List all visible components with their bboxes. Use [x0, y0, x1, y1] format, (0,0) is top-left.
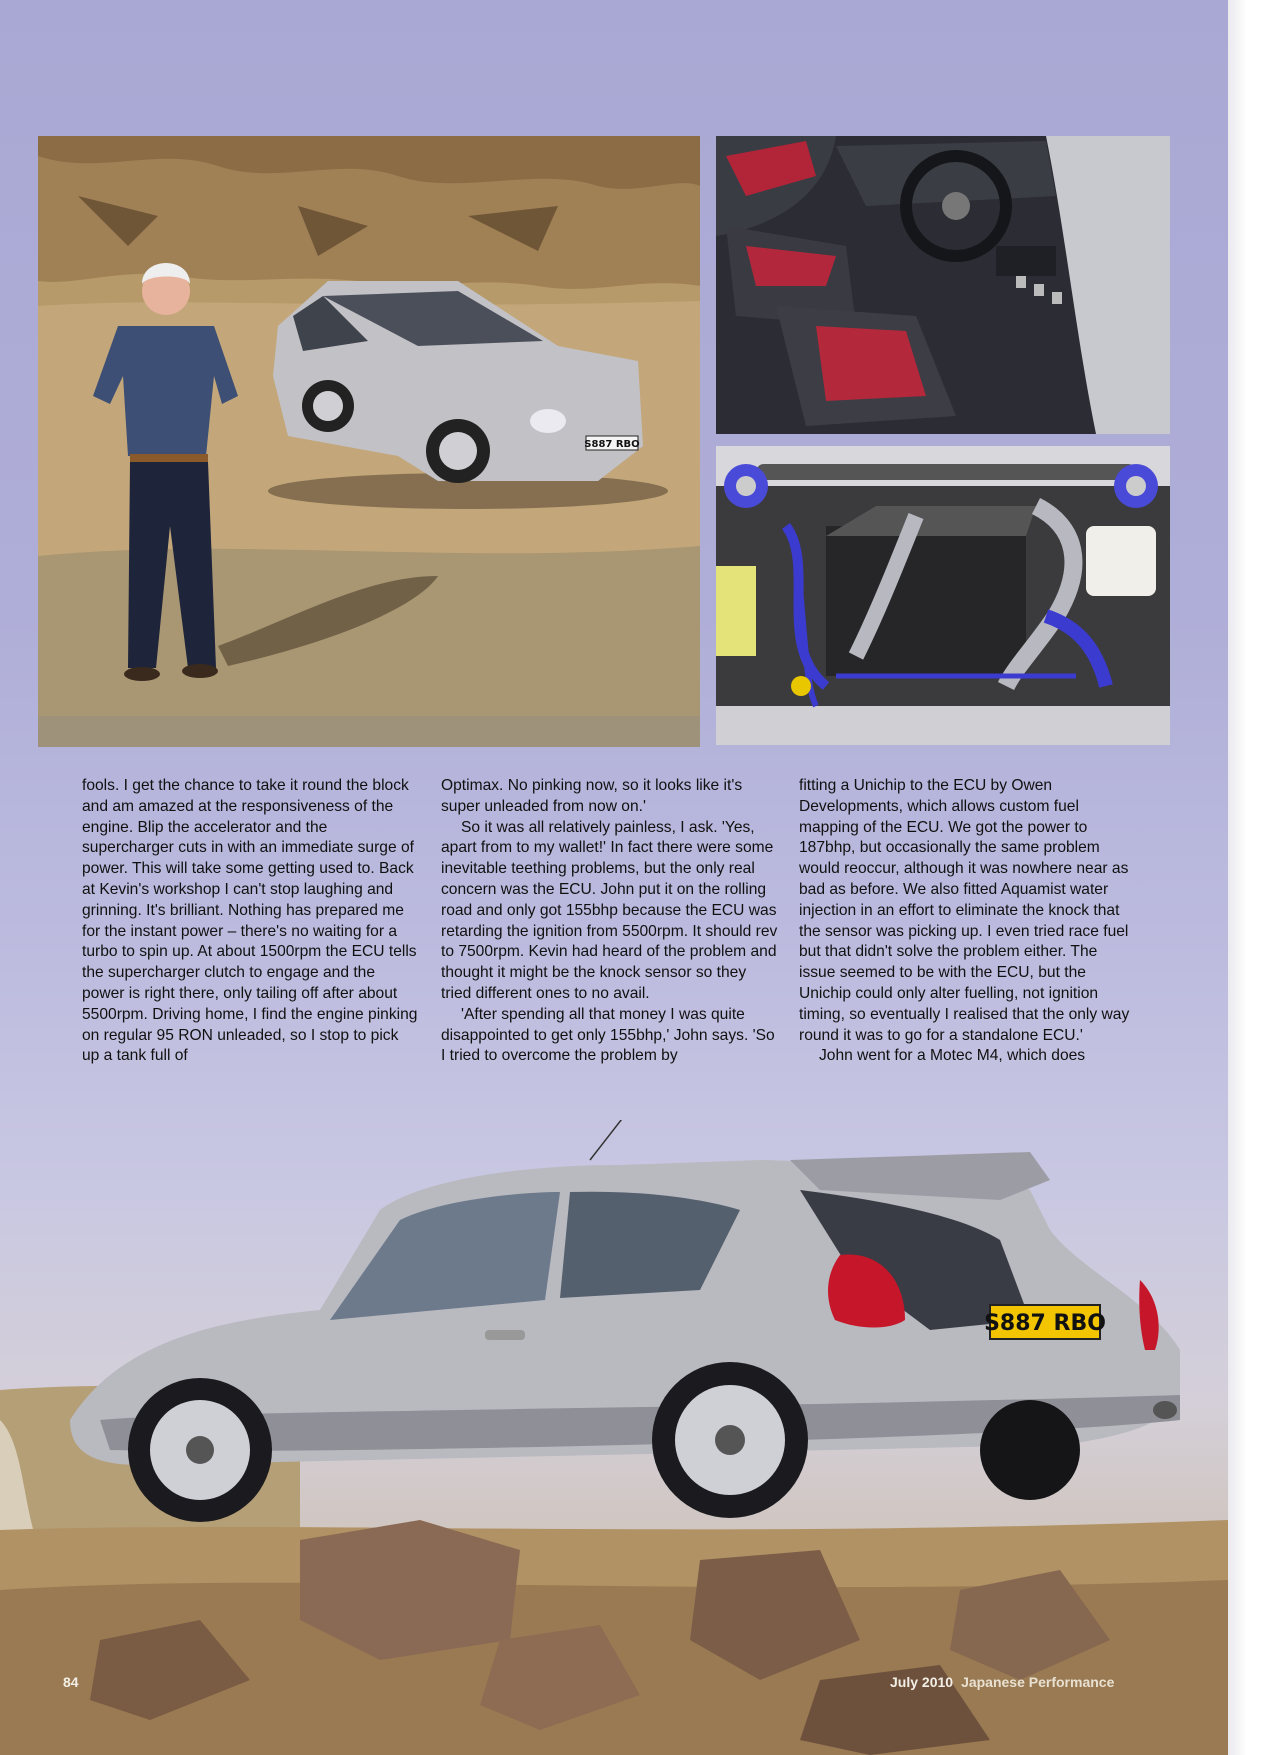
issue-footer — [890, 1674, 1114, 1690]
article-body — [82, 776, 1172, 1096]
front-plate-text: S887 RBO — [584, 439, 640, 450]
page-number: 84 — [63, 1674, 79, 1690]
paragraph: 'After spending all that money I was quite disappointed to get only 155bhp,' John says. 'So I tried to overcome the problem by — [441, 1005, 775, 1065]
paragraph: John went for a Motec M4, which does — [819, 1047, 1086, 1065]
page-margin — [1228, 0, 1275, 1755]
paragraph: Optimax. No pinking now, so it looks like it's super unleaded from now on.' — [441, 777, 743, 815]
interior-photo — [716, 136, 1170, 434]
owner-with-car-photo — [38, 136, 700, 747]
rear-plate-text: S887 RBO — [984, 1311, 1106, 1336]
issue-date: July 2010 — [890, 1674, 954, 1690]
paragraph: fitting a Unichip to the ECU by Owen Developments, which allows custom fuel mapping of the ECU. We got the power to 187bhp, but occasionally the same problem would reoccur, although it was nowhere near as bad as before. We also fitted Aquamist water injection in an effort to eliminate the knock that the sensor was picking up. I even tried race fuel but that didn't solve the problem either. The issue seemed to be with the ECU, but the Unichip could only alter fuelling, not ignition timing, so eventually I realised that the only way round it was to go for a standalone ECU.' — [799, 777, 1130, 1044]
car-rear-side-photo — [0, 1120, 1228, 1755]
paragraph: So it was all relatively painless, I ask. 'Yes, apart from to my wallet!' In fact there were some inevitable teething problems, but the only real concern was the ECU. John put it on the rolling road and only got 155bhp because the ECU was retarding the ignition from 5500rpm. It should rev to 7500rpm. Kevin had heard of the problem and thought it might be the knock sensor so they tried different ones to no avail. — [441, 818, 778, 1002]
article-column-3 — [799, 776, 1137, 1067]
magazine-name: Japanese Performance — [961, 1674, 1115, 1690]
paragraph: fools. I get the chance to take it round the block and am amazed at the responsiveness of the engine. Blip the accelerator and the supercharger cuts in with an immediate surge of power. This will take some getting used to. Back at Kevin's workshop I can't stop laughing and grinning. It's brilliant. Nothing has prepared me for the instant power – there's no waiting for a turbo to spin up. At about 1500rpm the ECU tells the supercharger clutch to engage and the power is right there, only tailing off after about 5500rpm. Driving home, I find the engine pinking on regular 95 RON unleaded, so I stop to pick up a tank full of — [82, 777, 418, 1065]
engine-bay-photo — [716, 446, 1170, 745]
article-column-1 — [82, 776, 420, 1067]
article-column-2 — [441, 776, 779, 1067]
